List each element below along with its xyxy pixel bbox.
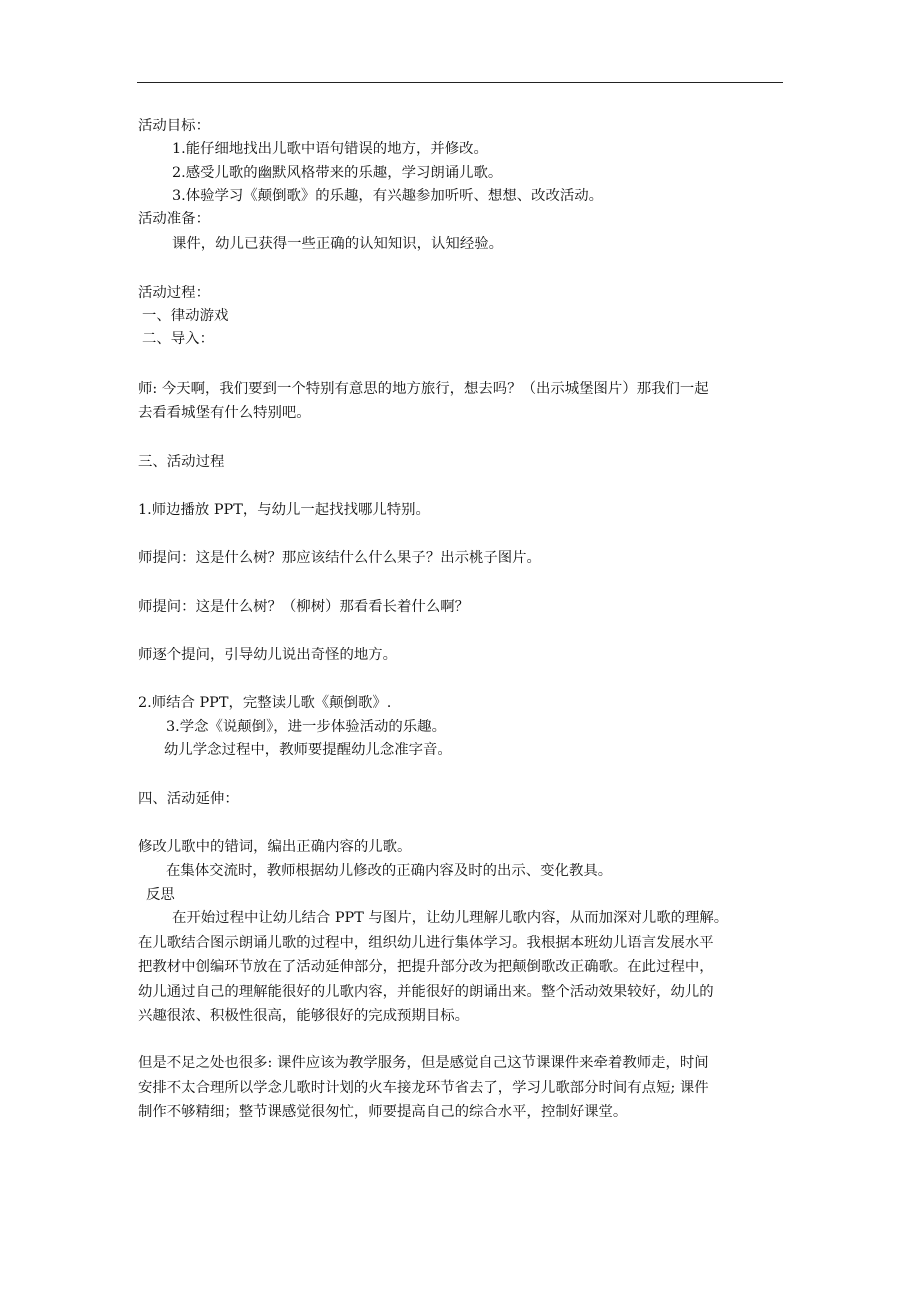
heading-process: 活动过程： — [138, 285, 210, 301]
intro-line-2: 去看看城堡有什么特别吧。 — [138, 405, 311, 421]
reflection-line: 幼儿通过自己的理解能很好的儿歌内容，并能很好的朗诵出来。整个活动效果较好，幼儿的 — [138, 983, 714, 1000]
process-item-1: 1.师边播放 PPT，与幼儿一起找找哪儿特别。 — [138, 502, 430, 518]
teacher-question-2: 师提问：这是什么树？（柳树）那看看长着什么啊？ — [138, 599, 469, 615]
extension-2: 在集体交流时，教师根据幼儿修改的正确内容及时的出示、变化教具。 — [166, 863, 613, 879]
process-item-3: 3.学念《说颠倒》，进一步体验活动的乐趣。 — [166, 719, 446, 735]
teacher-question-3: 师逐个提问，引导幼儿说出奇怪的地方。 — [138, 647, 398, 663]
step-4: 四、活动延伸： — [138, 791, 239, 807]
shortfall-line: 制作不够精细；整节课感觉很匆忙，师要提高自己的综合水平，控制好课堂。 — [138, 1104, 628, 1120]
shortfall-paragraph — [138, 1051, 790, 1125]
shortfall-line: 安排不太合理所以学念儿歌时计划的火车接龙环节省去了，学习儿歌部分时间有点短; 课件 — [138, 1079, 709, 1096]
goal-3: 3.体验学习《颠倒歌》的乐趣，有兴趣参加听听、想想、改改活动。 — [172, 188, 604, 204]
reflection-line: 兴趣很浓、积极性很高，能够很好的完成预期目标。 — [138, 1008, 469, 1024]
extension-1: 修改儿歌中的错词，编出正确内容的儿歌。 — [138, 839, 412, 855]
reflection-line: 在儿歌结合图示朗诵儿歌的过程中，组织幼儿进行集体学习。我根据本班幼儿语言发展水平 — [138, 934, 714, 951]
shortfall-line: 但是不足之处也很多: 课件应该为教学服务，但是感觉自己这节课课件来牵着教师走，时间 — [138, 1055, 709, 1071]
step-2: 二、导入： — [142, 331, 214, 347]
prep-text: 课件，幼儿已获得一些正确的认知知识，认知经验。 — [172, 236, 503, 252]
process-note: 幼儿学念过程中，教师要提醒幼儿念准字音。 — [164, 742, 452, 758]
reflection-line: 在开始过程中让幼儿结合 PPT 与图片，让幼儿理解儿歌内容，从而加深对儿歌的理解。 — [172, 910, 729, 926]
reflection-paragraph — [138, 906, 790, 1029]
goal-2: 2.感受儿歌的幽默风格带来的乐趣，学习朗诵儿歌。 — [172, 165, 503, 181]
process-item-2: 2.师结合 PPT，完整读儿歌《颠倒歌》. — [138, 695, 392, 711]
teacher-question-1: 师提问：这是什么树？那应该结什么什么果子？出示桃子图片。 — [138, 550, 541, 566]
reflection-line: 把教材中创编环节放在了活动延伸部分，把提升部分改为把颠倒歌改正确歌。在此过程中， — [138, 959, 714, 975]
heading-reflect: 反思 — [146, 887, 175, 903]
intro-line-1: 师: 今天啊，我们要到一个特别有意思的地方旅行，想去吗？（出示城堡图片）那我们一起 — [138, 381, 709, 397]
goal-1: 1.能仔细地找出儿歌中语句错误的地方，并修改。 — [172, 141, 488, 157]
step-1: 一、律动游戏 — [142, 308, 229, 324]
heading-prep: 活动准备： — [138, 211, 210, 227]
header-rule — [137, 82, 783, 83]
heading-goals: 活动目标： — [138, 118, 210, 134]
step-3: 三、活动过程 — [138, 454, 225, 470]
